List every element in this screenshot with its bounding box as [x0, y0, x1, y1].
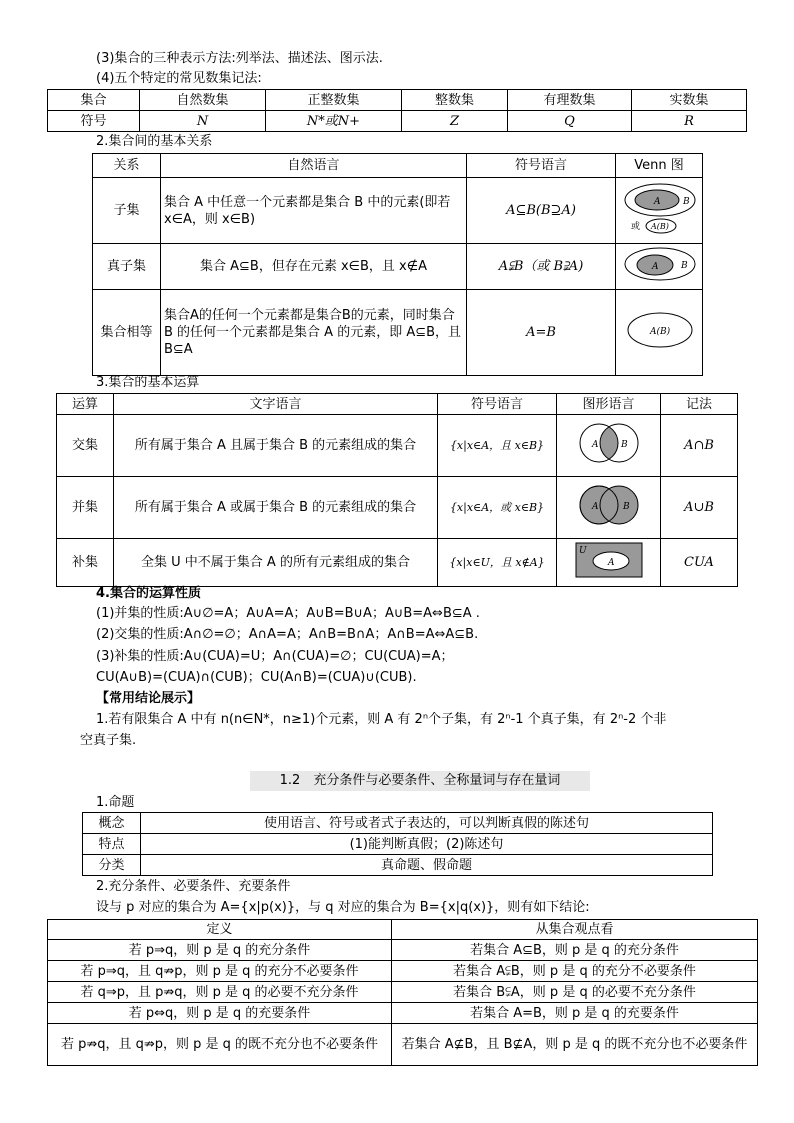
svg-text:B: B	[680, 261, 688, 271]
svg-text:U: U	[578, 546, 587, 556]
header-cell: 关系	[93, 154, 161, 178]
header-cell: 符号语言	[467, 154, 616, 178]
conclusion-line-1: 1.若有限集合 A 中有 n(n∈N*，n≥1)个元素，则 A 有 2ⁿ个子集，有 2ⁿ-1 个真子集，有 2ⁿ-2 个非	[96, 712, 667, 727]
symbol-cell: N*或N+	[266, 111, 402, 132]
header-cell: Venn 图	[616, 154, 703, 178]
union-properties: (1)并集的性质:A∪∅=A；A∪A=A；A∪B=B∪A；A∪B=A⇔B⊆A .	[96, 606, 480, 621]
header-cell: 自然语言	[161, 154, 467, 178]
set-view-cell: 若集合 A⫋B，则 p 是 q 的充分不必要条件	[392, 961, 758, 982]
operations-table	[56, 393, 738, 587]
operation-text: 所有属于集合 A 且属于集合 B 的元素组成的集合	[114, 415, 438, 477]
operation-text: 全集 U 中不属于集合 A 的所有元素组成的集合	[114, 539, 438, 587]
symbol-cell: 符号	[48, 111, 140, 132]
svg-text:A: A	[591, 502, 598, 512]
definition-cell: 若 p⇒q，则 p 是 q 的充分条件	[48, 940, 392, 961]
header-cell: 图形语言	[557, 394, 661, 415]
svg-text:或: 或	[630, 222, 640, 232]
set-view-cell: 若集合 A⊈B，且 B⊈A，则 p 是 q 的既不充分也不必要条件	[392, 1024, 758, 1066]
header-cell: 实数集	[632, 90, 747, 111]
proposition-table	[82, 812, 713, 876]
svg-text:B: B	[620, 440, 628, 450]
relation-text: 集合 A 中任意一个元素都是集合 B 中的元素(即若 x∈A，则 x∈B)	[161, 178, 467, 244]
header-cell: 整数集	[402, 90, 508, 111]
prop-value: 真命题、假命题	[141, 855, 713, 876]
complement-properties-2: CU(A∪B)=(CUA)∩(CUB)；CU(A∩B)=(CUA)∪(CUB).	[96, 670, 417, 685]
svg-text:A(B): A(B)	[650, 222, 669, 231]
operation-text: 所有属于集合 A 或属于集合 B 的元素组成的集合	[114, 477, 438, 539]
operations-title: 3.集合的基本运算	[96, 375, 200, 390]
header-cell: 从集合观点看	[392, 920, 758, 940]
proposition-title: 1.命题	[96, 795, 135, 810]
operation-symbol: {x|x∈U，且 x∉A}	[438, 539, 557, 587]
set-view-cell: 若集合 A=B，则 p 是 q 的充要条件	[392, 1003, 758, 1024]
relation-symbol: A=B	[467, 290, 616, 376]
relations-table	[92, 153, 703, 376]
number-sets-line: (4)五个特定的常见数集记法:	[96, 71, 262, 86]
operation-symbol: {x|x∈A，或 x∈B}	[438, 477, 557, 539]
header-cell: 符号语言	[438, 394, 557, 415]
svg-text:A: A	[651, 262, 658, 272]
conclusion-title: 【常用结论展示】	[96, 691, 201, 706]
svg-text:B: B	[622, 502, 630, 512]
venn-equal	[616, 290, 703, 376]
relation-name: 集合相等	[93, 290, 161, 376]
header-cell: 运算	[57, 394, 114, 415]
svg-text:A(B): A(B)	[649, 327, 670, 337]
symbol-cell: Z	[402, 111, 508, 132]
header-cell: 集合	[48, 90, 140, 111]
venn-union	[557, 477, 661, 539]
conditions-intro: 设与 p 对应的集合为 A={x|p(x)}，与 q 对应的集合为 B={x|q(x)}，则有如下结论:	[96, 900, 590, 915]
venn-proper-subset	[616, 244, 703, 290]
svg-text:B: B	[682, 197, 690, 207]
definition-cell: 若 p⇔q，则 p 是 q 的充要条件	[48, 1003, 392, 1024]
complement-properties: (3)补集的性质:A∪(CUA)=U；A∩(CUA)=∅；CU(CUA)=A；	[96, 649, 454, 664]
svg-text:A: A	[653, 197, 660, 207]
set-view-cell: 若集合 B⫋A，则 p 是 q 的必要不充分条件	[392, 982, 758, 1003]
operation-name: 补集	[57, 539, 114, 587]
intersection-properties: (2)交集的性质:A∩∅=∅；A∩A=A；A∩B=B∩A；A∩B=A⇔A⊆B.	[96, 627, 479, 642]
prop-value: (1)能判断真假；(2)陈述句	[141, 834, 713, 855]
definition-cell: 若 q⇒p，且 p⇏q，则 p 是 q 的必要不充分条件	[48, 982, 392, 1003]
header-cell: 定义	[48, 920, 392, 940]
relation-symbol: A⊆B(B⊇A)	[467, 178, 616, 244]
conditions-title: 2.充分条件、必要条件、充要条件	[96, 879, 291, 894]
operation-name: 交集	[57, 415, 114, 477]
repr-methods-line: (3)集合的三种表示方法:列举法、描述法、图示法.	[96, 51, 383, 66]
svg-text:A: A	[591, 440, 598, 450]
relations-title: 2.集合间的基本关系	[96, 134, 213, 149]
operation-name: 并集	[57, 477, 114, 539]
prop-key: 概念	[83, 813, 141, 834]
venn-intersection	[557, 415, 661, 477]
operation-symbol: {x|x∈A，且 x∈B}	[438, 415, 557, 477]
symbol-cell: Q	[508, 111, 632, 132]
svg-text:A: A	[607, 558, 614, 568]
operation-notation: CUA	[661, 539, 738, 587]
set-view-cell: 若集合 A⊆B，则 p 是 q 的充分条件	[392, 940, 758, 961]
definition-cell: 若 p⇒q，且 q⇏p，则 p 是 q 的充分不必要条件	[48, 961, 392, 982]
operation-notation: A∪B	[661, 477, 738, 539]
symbol-cell: N	[140, 111, 266, 132]
relation-symbol: A⫋B（或 B⫌A)	[467, 244, 616, 290]
properties-title: 4.集合的运算性质	[96, 586, 201, 601]
header-cell: 有理数集	[508, 90, 632, 111]
relation-name: 子集	[93, 178, 161, 244]
prop-key: 分类	[83, 855, 141, 876]
venn-complement	[557, 539, 661, 587]
prop-key: 特点	[83, 834, 141, 855]
header-cell: 正整数集	[266, 90, 402, 111]
header-cell: 文字语言	[114, 394, 438, 415]
header-cell: 记法	[661, 394, 738, 415]
operation-notation: A∩B	[661, 415, 738, 477]
section-heading: 1.2 充分条件与必要条件、全称量词与存在量词	[250, 771, 590, 791]
prop-value: 使用语言、符号或者式子表达的，可以判断真假的陈述句	[141, 813, 713, 834]
definition-cell: 若 p⇏q，且 q⇏p，则 p 是 q 的既不充分也不必要条件	[48, 1024, 392, 1066]
conclusion-line-2: 空真子集.	[80, 733, 137, 748]
conditions-table	[47, 919, 758, 1066]
number-sets-table	[47, 89, 747, 132]
venn-subset	[616, 178, 703, 244]
relation-text: 集合 A⊆B，但存在元素 x∈B，且 x∉A	[161, 244, 467, 290]
header-cell: 自然数集	[140, 90, 266, 111]
relation-name: 真子集	[93, 244, 161, 290]
relation-text: 集合A的任何一个元素都是集合B的元素，同时集合 B 的任何一个元素都是集合 A 的元素，即 A⊆B，且 B⊆A	[161, 290, 467, 376]
symbol-cell: R	[632, 111, 747, 132]
